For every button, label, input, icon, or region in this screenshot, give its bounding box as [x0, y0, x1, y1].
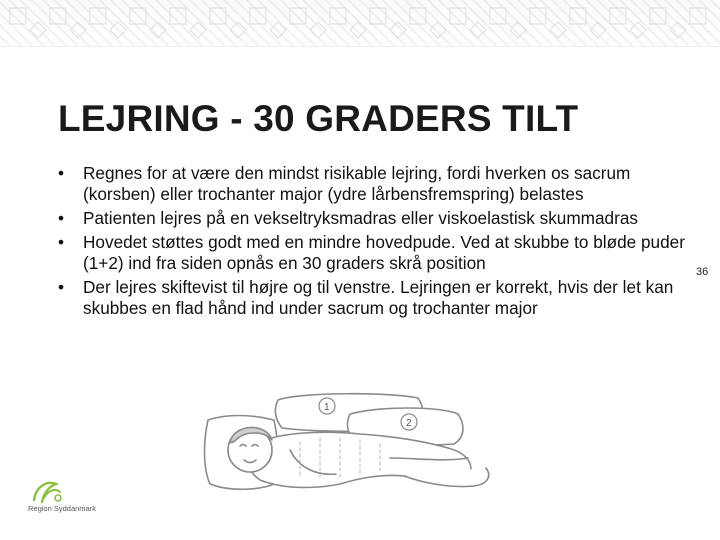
bullet-glyph: •	[58, 277, 65, 297]
bullet-glyph: •	[58, 232, 65, 252]
pillow-1-label: 1	[324, 402, 330, 413]
patient-positioning-illustration	[190, 388, 500, 500]
bullet-item	[58, 232, 698, 274]
region-logo	[28, 478, 98, 511]
region-logo-mark-icon	[28, 478, 64, 506]
bullet-text: Hovedet støttes godt med en mindre hovedpude. Ved at skubbe to bløde puder (1+2) ind fra siden opnås en 30 graders skrå position	[83, 232, 685, 273]
bullet-list	[58, 163, 698, 322]
bullet-item	[58, 208, 698, 229]
logo-text: Region Syddanmark	[28, 504, 96, 513]
bullet-glyph: •	[58, 208, 65, 228]
pillow-2-label: 2	[406, 418, 412, 429]
bullet-item	[58, 163, 698, 205]
slide-title: LEJRING - 30 GRADERS TILT	[58, 98, 579, 139]
bullet-text: Regnes for at være den mindst risikable lejring, fordi hverken os sacrum (korsben) eller trochanter major (ydre lårbensfremspring) belastes	[83, 163, 631, 204]
bullet-glyph: •	[58, 163, 65, 183]
bullet-item	[58, 277, 698, 319]
page-number: 36	[696, 266, 709, 278]
decorative-header-pattern	[0, 0, 720, 47]
bullet-text: Patienten lejres på en vekseltryksmadras eller viskoelastisk skummadras	[83, 208, 638, 228]
bullet-text: Der lejres skiftevist til højre og til venstre. Lejringen er korrekt, hvis der let kan skubbes en flad hånd ind under sacrum og trochanter major	[83, 277, 674, 318]
header-pattern-graphic	[0, 0, 720, 46]
